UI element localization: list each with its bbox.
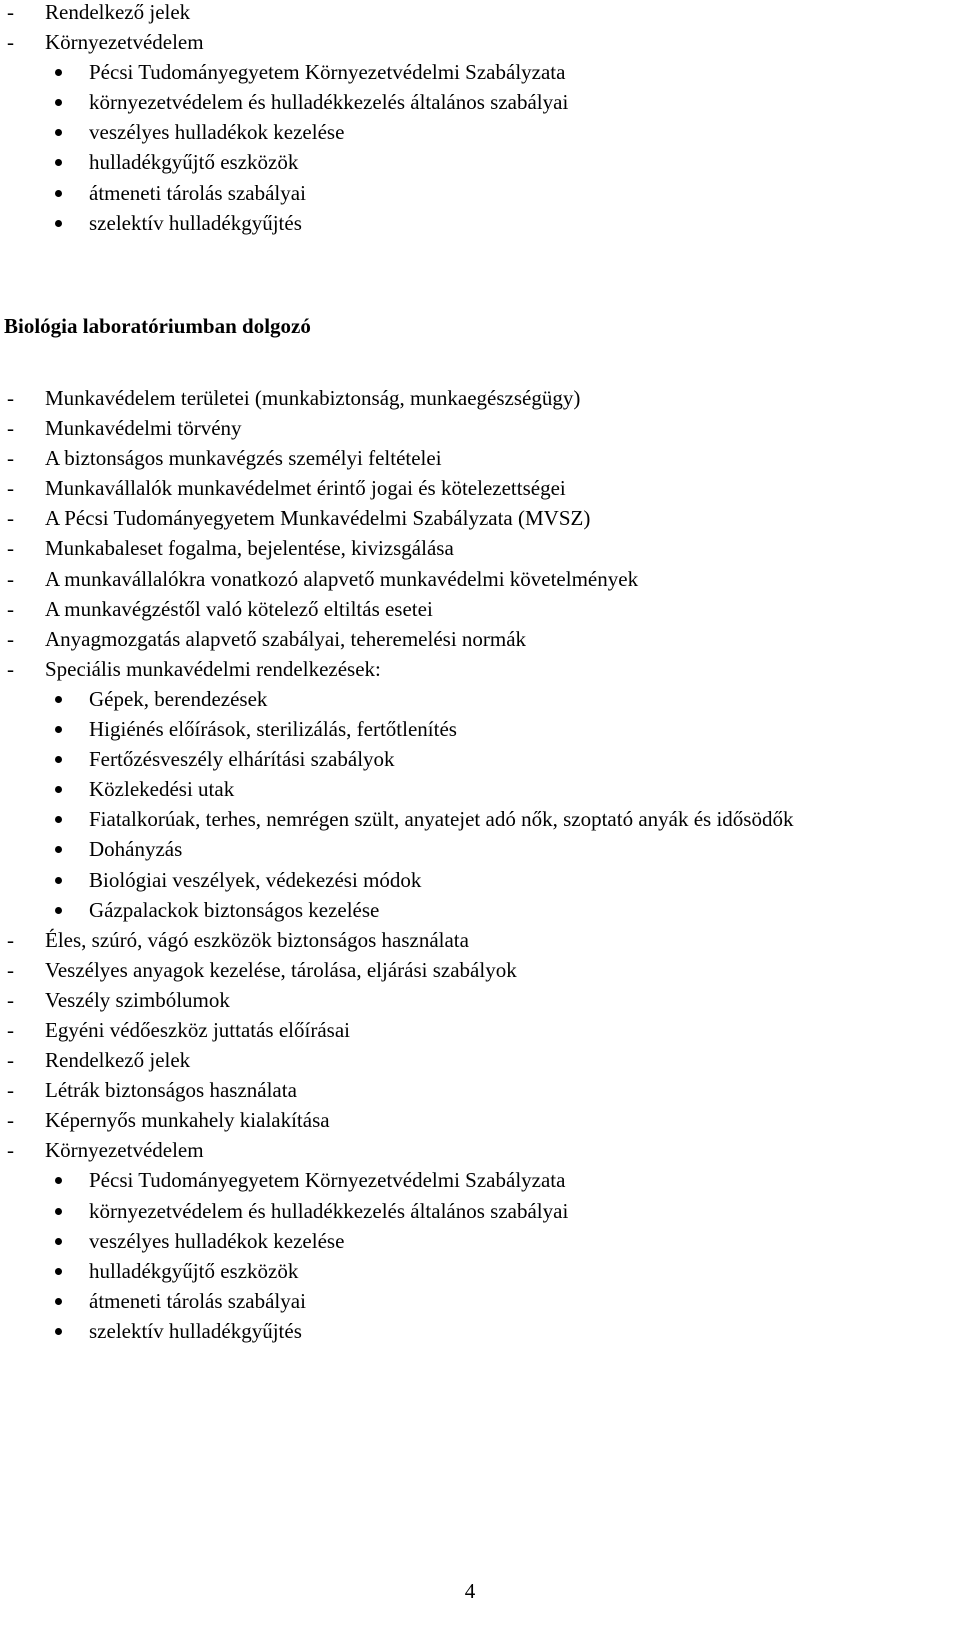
list-item <box>0 925 960 955</box>
dash-marker: - <box>7 596 14 621</box>
sub-list-item-text: szelektív hulladékgyűjtés <box>89 1318 302 1343</box>
list-item-text: A biztonságos munkavégzés személyi feltételei <box>45 446 442 471</box>
dash-marker: - <box>7 1017 14 1042</box>
sub-list-item <box>0 117 960 147</box>
list-item <box>0 473 960 503</box>
list-item-text: Rendelkező jelek <box>45 1048 191 1073</box>
bullet-icon <box>55 786 62 793</box>
list-item <box>0 654 960 684</box>
bullet-icon <box>55 99 62 106</box>
dash-marker: - <box>7 1048 14 1073</box>
sub-list-item-text: hulladékgyűjtő eszközök <box>89 1258 299 1283</box>
dash-marker: - <box>7 957 14 982</box>
list-item-text: Anyagmozgatás alapvető szabályai, teheremelési normák <box>45 626 527 651</box>
sub-list-item-text: szelektív hulladékgyűjtés <box>89 210 302 235</box>
dash-marker: - <box>7 536 14 561</box>
dash-marker: - <box>7 626 14 651</box>
section-heading: Biológia laboratóriumban dolgozó <box>4 314 311 338</box>
list-item <box>0 533 960 563</box>
sub-list-item-text: Dohányzás <box>89 837 183 862</box>
dash-marker: - <box>7 1108 14 1133</box>
sub-list-item <box>0 684 960 714</box>
list-item <box>0 1105 960 1135</box>
sub-list-item <box>0 804 960 834</box>
list-item-text: Speciális munkavédelmi rendelkezések: <box>45 656 381 681</box>
bullet-icon <box>55 69 62 76</box>
sub-list-item <box>0 147 960 177</box>
list-item <box>0 1135 960 1165</box>
bullet-icon <box>55 846 62 853</box>
dash-marker: - <box>7 30 14 55</box>
list-item-text: Munkabaleset fogalma, bejelentése, kivizsgálása <box>45 536 454 561</box>
sub-list-item-text: Higiénés előírások, sterilizálás, fertőtlenítés <box>89 717 457 742</box>
sub-list-item-text: Biológiai veszélyek, védekezési módok <box>89 867 422 892</box>
dash-marker: - <box>7 566 14 591</box>
list-item <box>0 383 960 413</box>
list-item <box>0 27 960 57</box>
sub-list-item <box>0 1226 960 1256</box>
list-item-text: Létrák biztonságos használata <box>45 1078 297 1103</box>
sub-list-item-text: veszélyes hulladékok kezelése <box>89 120 345 145</box>
bullet-icon <box>55 877 62 884</box>
list-item <box>0 413 960 443</box>
bullet-icon <box>55 726 62 733</box>
list-item <box>0 985 960 1015</box>
list-item <box>0 1075 960 1105</box>
bullet-icon <box>55 159 62 166</box>
dash-marker: - <box>7 1078 14 1103</box>
sub-list-item-text: átmeneti tárolás szabályai <box>89 1288 306 1313</box>
list-item-text: Rendelkező jelek <box>45 0 191 24</box>
sub-list-item <box>0 87 960 117</box>
list-item-text: Környezetvédelem <box>45 1138 204 1163</box>
list-item <box>0 624 960 654</box>
dash-marker: - <box>7 476 14 501</box>
sub-list-item <box>0 1256 960 1286</box>
sub-list-item-text: környezetvédelem és hulladékkezelés általános szabályai <box>89 90 569 115</box>
list-item <box>0 0 960 27</box>
sub-list-item <box>0 1165 960 1195</box>
list-item-text: Egyéni védőeszköz juttatás előírásai <box>45 1017 350 1042</box>
bullet-icon <box>55 1238 62 1245</box>
sub-list-item <box>0 774 960 804</box>
sub-list-item <box>0 208 960 238</box>
list-item-text: Munkavédelmi törvény <box>45 416 242 441</box>
sub-list-item-text: átmeneti tárolás szabályai <box>89 180 306 205</box>
bullet-icon <box>55 696 62 703</box>
sub-list-item <box>0 1316 960 1346</box>
list-item <box>0 955 960 985</box>
bullet-icon <box>55 1208 62 1215</box>
dash-marker: - <box>7 506 14 531</box>
bullet-icon <box>55 756 62 763</box>
list-item-text: A munkavállalókra vonatkozó alapvető munkavédelmi követelmények <box>45 566 639 591</box>
sub-list-item <box>0 1196 960 1226</box>
list-section-main <box>0 383 960 1346</box>
list-item <box>0 594 960 624</box>
sub-list-item-text: Közlekedési utak <box>89 777 235 802</box>
sub-list-item <box>0 834 960 864</box>
bullet-icon <box>55 816 62 823</box>
list-item <box>0 503 960 533</box>
list-item <box>0 1015 960 1045</box>
bullet-icon <box>55 907 62 914</box>
list-item-text: Munkavállalók munkavédelmet érintő jogai és kötelezettségei <box>45 476 566 501</box>
sub-list-item <box>0 1286 960 1316</box>
bullet-icon <box>55 1268 62 1275</box>
sub-list-item-text: veszélyes hulladékok kezelése <box>89 1228 345 1253</box>
sub-list-item-text: hulladékgyűjtő eszközök <box>89 150 299 175</box>
dash-marker: - <box>7 656 14 681</box>
list-item-text: A munkavégzéstől való kötelező eltiltás esetei <box>45 596 433 621</box>
list-item <box>0 564 960 594</box>
sub-list-item <box>0 57 960 87</box>
list-item-text: Környezetvédelem <box>45 30 204 55</box>
bullet-icon <box>55 1328 62 1335</box>
sub-list-item <box>0 714 960 744</box>
bullet-icon <box>55 220 62 227</box>
list-item-text: Munkavédelem területei (munkabiztonság, munkaegészségügy) <box>45 386 581 410</box>
sub-list-item-text: Gázpalackok biztonságos kezelése <box>89 897 380 922</box>
bullet-icon <box>55 190 62 197</box>
sub-list-item <box>0 178 960 208</box>
dash-marker: - <box>7 1138 14 1163</box>
sub-list-item-text: Fertőzésveszély elhárítási szabályok <box>89 747 395 772</box>
dash-marker: - <box>7 0 14 24</box>
page-number: 4 <box>464 1579 476 1603</box>
list-item-text: Képernyős munkahely kialakítása <box>45 1108 330 1133</box>
list-item-text: A Pécsi Tudományegyetem Munkavédelmi Szabályzata (MVSZ) <box>45 506 591 531</box>
sub-list-item-text: Gépek, berendezések <box>89 686 268 711</box>
sub-list-item <box>0 744 960 774</box>
dash-marker: - <box>7 927 14 952</box>
list-section-top <box>0 0 960 238</box>
sub-list-item <box>0 865 960 895</box>
dash-marker: - <box>7 416 14 441</box>
list-item-text: Veszélyes anyagok kezelése, tárolása, eljárási szabályok <box>45 957 517 982</box>
bullet-icon <box>55 1298 62 1305</box>
list-item-text: Éles, szúró, vágó eszközök biztonságos használata <box>45 927 469 952</box>
sub-list-item-text: Fiatalkorúak, terhes, nemrégen szült, anyatejet adó nők, szoptató anyák és idősödők <box>89 807 794 832</box>
sub-list-item <box>0 895 960 925</box>
sub-list-item-text: Pécsi Tudományegyetem Környezetvédelmi Szabályzata <box>89 1168 566 1193</box>
sub-list-item-text: környezetvédelem és hulladékkezelés általános szabályai <box>89 1198 569 1223</box>
bullet-icon <box>55 129 62 136</box>
list-item <box>0 443 960 473</box>
dash-marker: - <box>7 386 14 410</box>
dash-marker: - <box>7 446 14 471</box>
list-item <box>0 1045 960 1075</box>
dash-marker: - <box>7 987 14 1012</box>
list-item-text: Veszély szimbólumok <box>45 987 230 1012</box>
bullet-icon <box>55 1177 62 1184</box>
sub-list-item-text: Pécsi Tudományegyetem Környezetvédelmi Szabályzata <box>89 60 566 85</box>
